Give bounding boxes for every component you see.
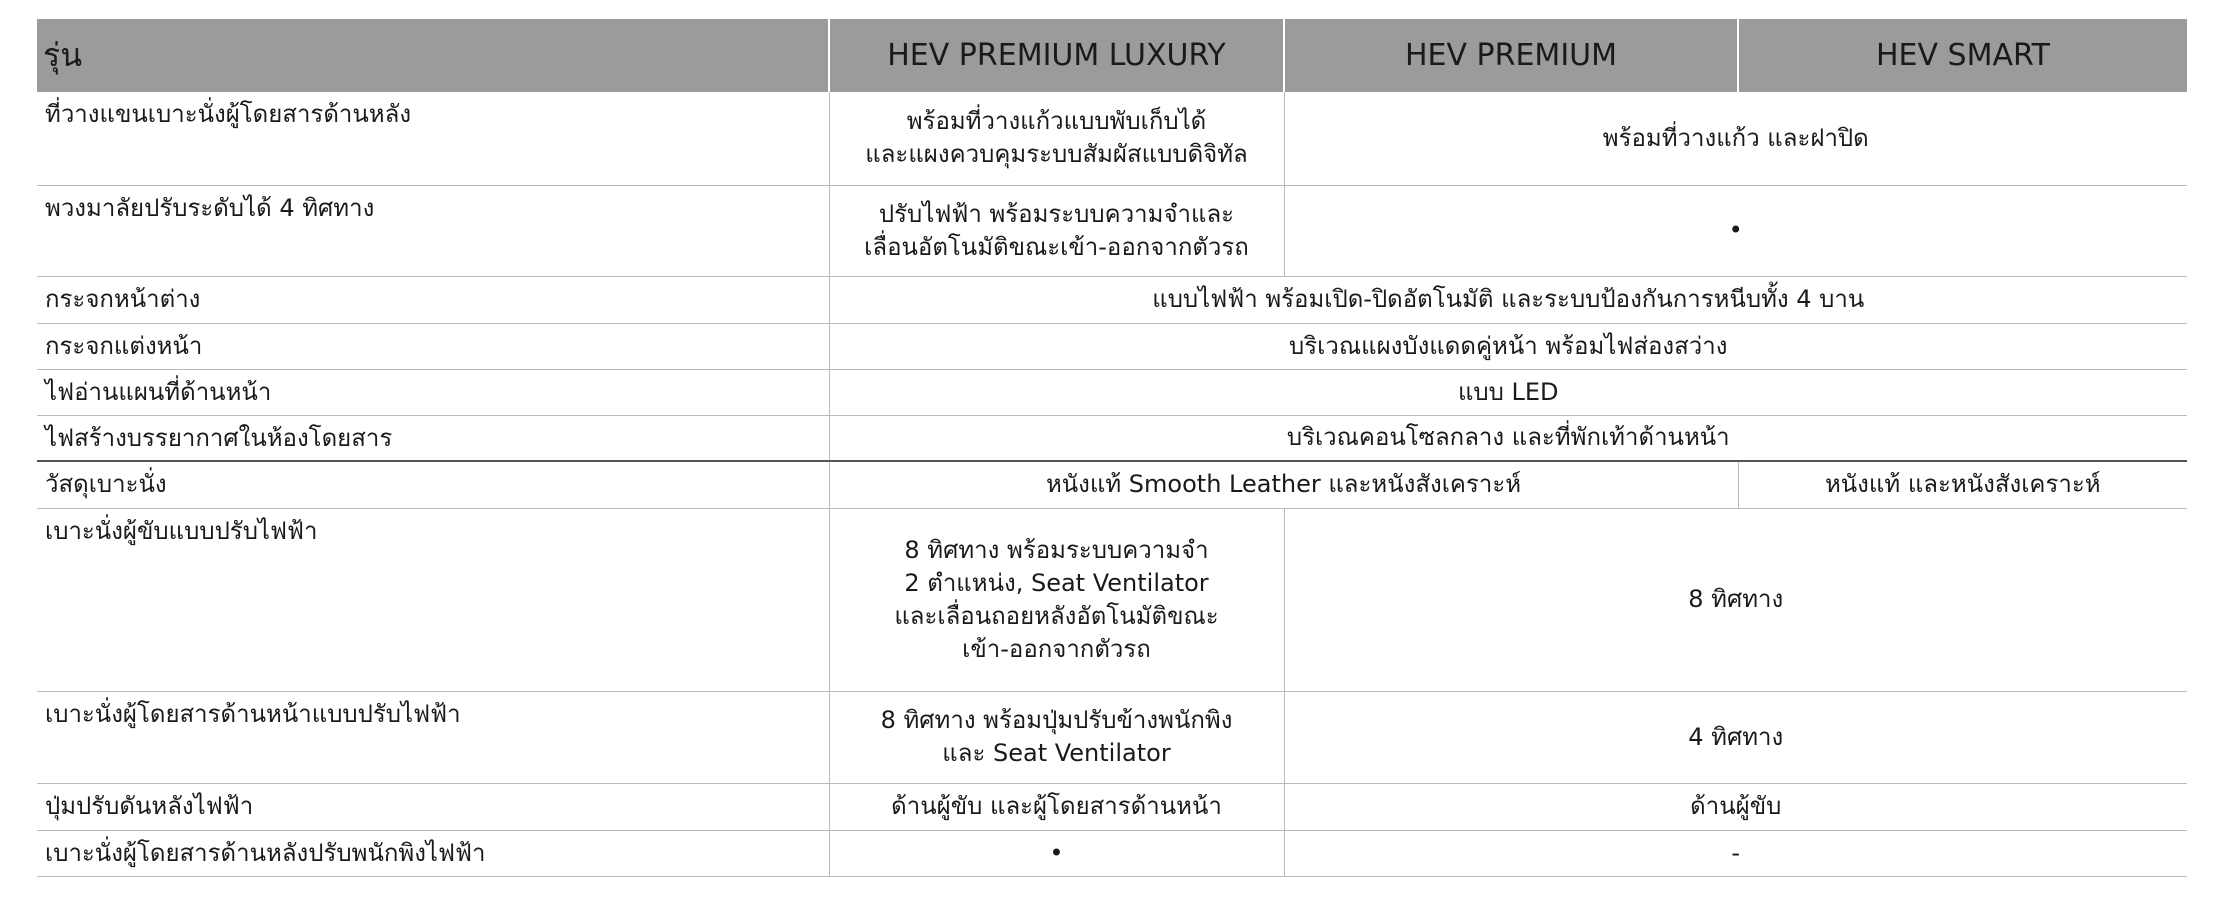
value-line: 2 ตำแหน่ง, Seat Ventilator <box>904 568 1209 597</box>
value-line: และแผงควบคุมระบบสัมผัสแบบดิจิทัล <box>865 140 1248 169</box>
value-line: 8 ทิศทาง พร้อมปุ่มปรับข้างพนักพิง <box>880 706 1233 734</box>
row-label: วัสดุเบาะนั่ง <box>37 461 829 508</box>
row-label: ที่วางแขนเบาะนั่งผู้โดยสารด้านหลัง <box>37 92 829 185</box>
row-label: เบาะนั่งผู้ขับแบบปรับไฟฟ้า <box>37 508 829 691</box>
value-premium-smart: พร้อมที่วางแก้ว และฝาปิด <box>1284 92 2187 185</box>
value-premium-smart-dash: - <box>1284 830 2187 876</box>
value-luxury: ด้านผู้ขับ และผู้โดยสารด้านหน้า <box>829 783 1284 830</box>
value-all: แบบ LED <box>829 369 2187 415</box>
spec-table-wrapper <box>37 19 2187 877</box>
value-all: บริเวณคอนโซลกลาง และที่พักเท้าด้านหน้า <box>829 415 2187 461</box>
value-line: เลื่อนอัตโนมัติขณะเข้า-ออกจากตัวรถ <box>864 232 1249 261</box>
value-all: บริเวณแผงบังแดดคู่หน้า พร้อมไฟส่องสว่าง <box>829 323 2187 369</box>
row-label: กระจกหน้าต่าง <box>37 276 829 323</box>
value-all: แบบไฟฟ้า พร้อมเปิด-ปิดอัตโนมัติ และระบบป้องกันการหนีบทั้ง 4 บาน <box>829 276 2187 323</box>
row-label: กระจกแต่งหน้า <box>37 323 829 369</box>
row-passenger-seat <box>37 691 2187 783</box>
header-hev-premium-luxury: HEV PREMIUM LUXURY <box>829 19 1284 92</box>
row-label: เบาะนั่งผู้โดยสารด้านหลังปรับพนักพิงไฟฟ้า <box>37 830 829 876</box>
value-luxury <box>829 691 1284 783</box>
value-premium-smart: 8 ทิศทาง <box>1284 508 2187 691</box>
row-seat-material <box>37 461 2187 508</box>
row-label: ปุ่มปรับดันหลังไฟฟ้า <box>37 783 829 830</box>
row-windows <box>37 276 2187 323</box>
row-driver-seat <box>37 508 2187 691</box>
value-luxury <box>829 508 1284 691</box>
row-label: พวงมาลัยปรับระดับได้ 4 ทิศทาง <box>37 185 829 276</box>
header-row <box>37 19 2187 92</box>
value-line: และเลื่อนถอยหลังอัตโนมัติขณะ <box>894 601 1219 630</box>
row-label: เบาะนั่งผู้โดยสารด้านหน้าแบบปรับไฟฟ้า <box>37 691 829 783</box>
row-vanity-mirror <box>37 323 2187 369</box>
value-line: ปรับไฟฟ้า พร้อมระบบความจำและ <box>878 199 1235 228</box>
value-line: 8 ทิศทาง พร้อมระบบความจำ <box>904 535 1209 564</box>
value-smart: หนังแท้ และหนังสังเคราะห์ <box>1738 461 2187 508</box>
value-line: เข้า-ออกจากตัวรถ <box>962 634 1151 663</box>
value-luxury <box>829 92 1284 185</box>
row-ambient-light <box>37 415 2187 461</box>
value-luxury-bullet: • <box>829 830 1284 876</box>
value-line: และ Seat Ventilator <box>942 739 1171 767</box>
row-map-light <box>37 369 2187 415</box>
row-rear-armrest <box>37 92 2187 185</box>
model-header: รุ่น <box>37 19 829 92</box>
row-lumbar <box>37 783 2187 830</box>
value-luxury <box>829 185 1284 276</box>
row-steering <box>37 185 2187 276</box>
row-label: ไฟสร้างบรรยากาศในห้องโดยสาร <box>37 415 829 461</box>
value-premium-smart: ด้านผู้ขับ <box>1284 783 2187 830</box>
spec-table <box>37 19 2187 877</box>
header-hev-premium: HEV PREMIUM <box>1284 19 1738 92</box>
header-hev-smart: HEV SMART <box>1738 19 2187 92</box>
row-rear-recline <box>37 830 2187 876</box>
value-premium-smart: 4 ทิศทาง <box>1284 691 2187 783</box>
value-luxury-premium: หนังแท้ Smooth Leather และหนังสังเคราะห์ <box>829 461 1738 508</box>
row-label: ไฟอ่านแผนที่ด้านหน้า <box>37 369 829 415</box>
value-premium-smart-bullet: • <box>1284 185 2187 276</box>
value-line: พร้อมที่วางแก้วแบบพับเก็บได้ <box>906 107 1207 136</box>
